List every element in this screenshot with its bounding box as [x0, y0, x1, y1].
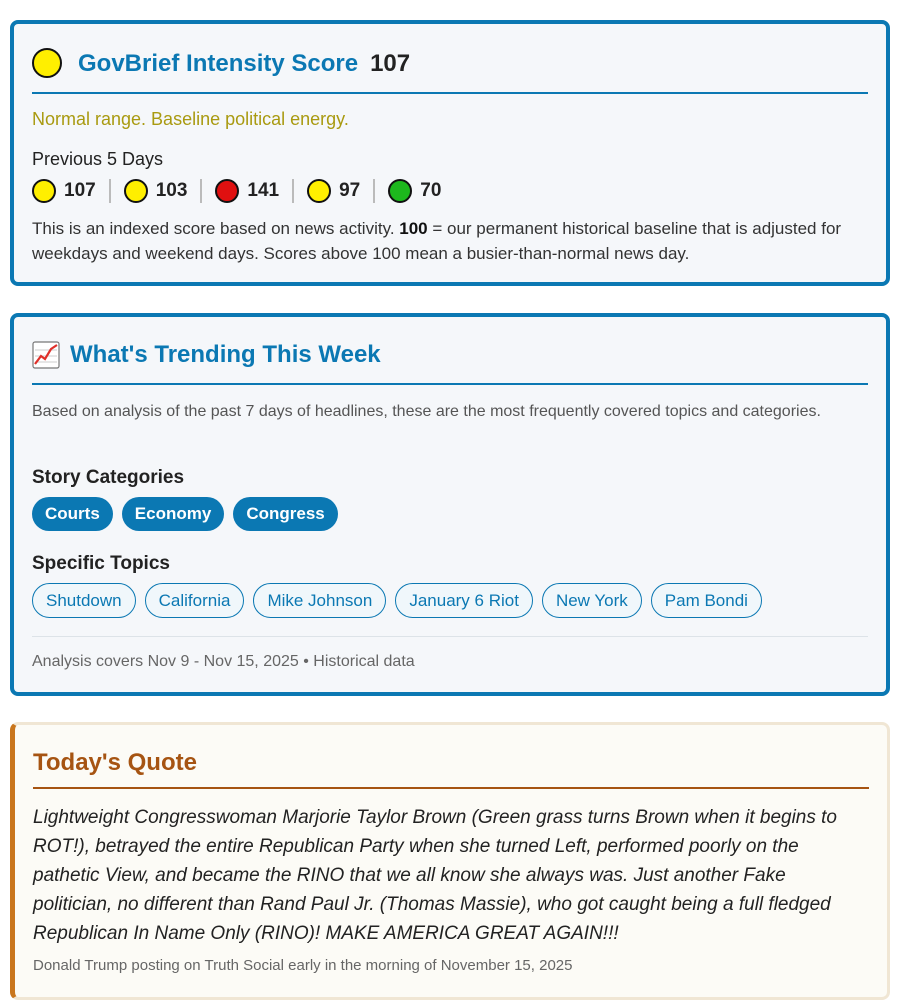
score-baseline-value: 100 — [399, 219, 428, 238]
trending-header — [32, 337, 868, 385]
score-description-end: = our permanent historical baseline that is adjusted for weekdays and weekend days. Scores above 100 mean a busier-than-normal news day. — [32, 219, 842, 263]
score-description — [32, 216, 856, 266]
previous-days-row — [32, 177, 441, 205]
previous-day-value: 107 — [64, 180, 96, 201]
analysis-footer: Analysis covers Nov 9 - Nov 15, 2025 • Historical data — [32, 653, 415, 670]
topic-pill-pam-bondi[interactable]: Pam Bondi — [651, 583, 762, 618]
story-categories-list — [32, 497, 347, 531]
separator — [373, 179, 375, 203]
score-dot-icon — [215, 179, 239, 203]
previous-day-value: 97 — [339, 180, 361, 201]
story-categories-label: Story Categories — [32, 467, 185, 488]
score-dot-icon — [32, 179, 56, 203]
previous-day-item — [32, 179, 96, 203]
previous-days-label: Previous 5 Days — [32, 149, 164, 169]
quote-attribution: Donald Trump posting on Truth Social early in the morning of November 15, 2025 — [33, 957, 573, 974]
previous-day-item — [388, 179, 441, 203]
score-title: GovBrief Intensity Score — [78, 50, 359, 77]
todays-quote-card — [10, 722, 890, 1000]
intensity-score-card — [10, 20, 890, 286]
score-dot-icon — [307, 179, 331, 203]
previous-day-item — [124, 179, 188, 203]
separator — [200, 179, 202, 203]
topic-pill-new-york[interactable]: New York — [542, 583, 642, 618]
chart-increasing-icon — [32, 341, 60, 369]
previous-day-value: 70 — [420, 180, 442, 201]
score-value: 107 — [370, 50, 411, 77]
score-indicator-icon — [32, 48, 62, 78]
quote-text: Lightweight Congresswoman Marjorie Taylor Brown (Green grass turns Brown when it begins to ROT!), betrayed the entire Republican Party when she turned Left, performed poorly on the pathetic View, and became the RINO that we all know she always was. Just another Fake politician, no different than Rand Paul Jr. (Thomas Massie), who got caught being a full fledged Republican In Name Only (RINO)! MAKE AMERICA GREAT AGAIN!!! — [33, 807, 838, 944]
score-description-start: This is an indexed score based on news activity. — [32, 219, 400, 238]
category-pill-congress[interactable]: Congress — [233, 497, 337, 531]
category-pill-economy[interactable]: Economy — [122, 497, 225, 531]
score-range-text: Normal range. Baseline political energy. — [32, 109, 349, 129]
divider — [32, 636, 868, 637]
previous-day-item — [307, 179, 360, 203]
trending-title: What's Trending This Week — [70, 341, 381, 368]
score-dot-icon — [388, 179, 412, 203]
separator — [109, 179, 111, 203]
previous-day-item — [215, 179, 279, 203]
separator — [292, 179, 294, 203]
topic-pill-january-6-riot[interactable]: January 6 Riot — [395, 583, 533, 618]
category-pill-courts[interactable]: Courts — [32, 497, 113, 531]
previous-day-value: 103 — [155, 180, 188, 201]
specific-topics-label: Specific Topics — [32, 553, 170, 574]
quote-title: Today's Quote — [33, 747, 869, 789]
trending-description: Based on analysis of the past 7 days of headlines, these are the most frequently covered topics and categories. — [32, 403, 821, 420]
topic-pill-shutdown[interactable]: Shutdown — [32, 583, 136, 618]
score-dot-icon — [124, 179, 148, 203]
previous-day-value: 141 — [247, 180, 280, 201]
score-header — [32, 46, 868, 94]
topic-pill-mike-johnson[interactable]: Mike Johnson — [253, 583, 386, 618]
specific-topics-list — [32, 583, 771, 618]
trending-card — [10, 313, 890, 696]
topic-pill-california[interactable]: California — [145, 583, 245, 618]
